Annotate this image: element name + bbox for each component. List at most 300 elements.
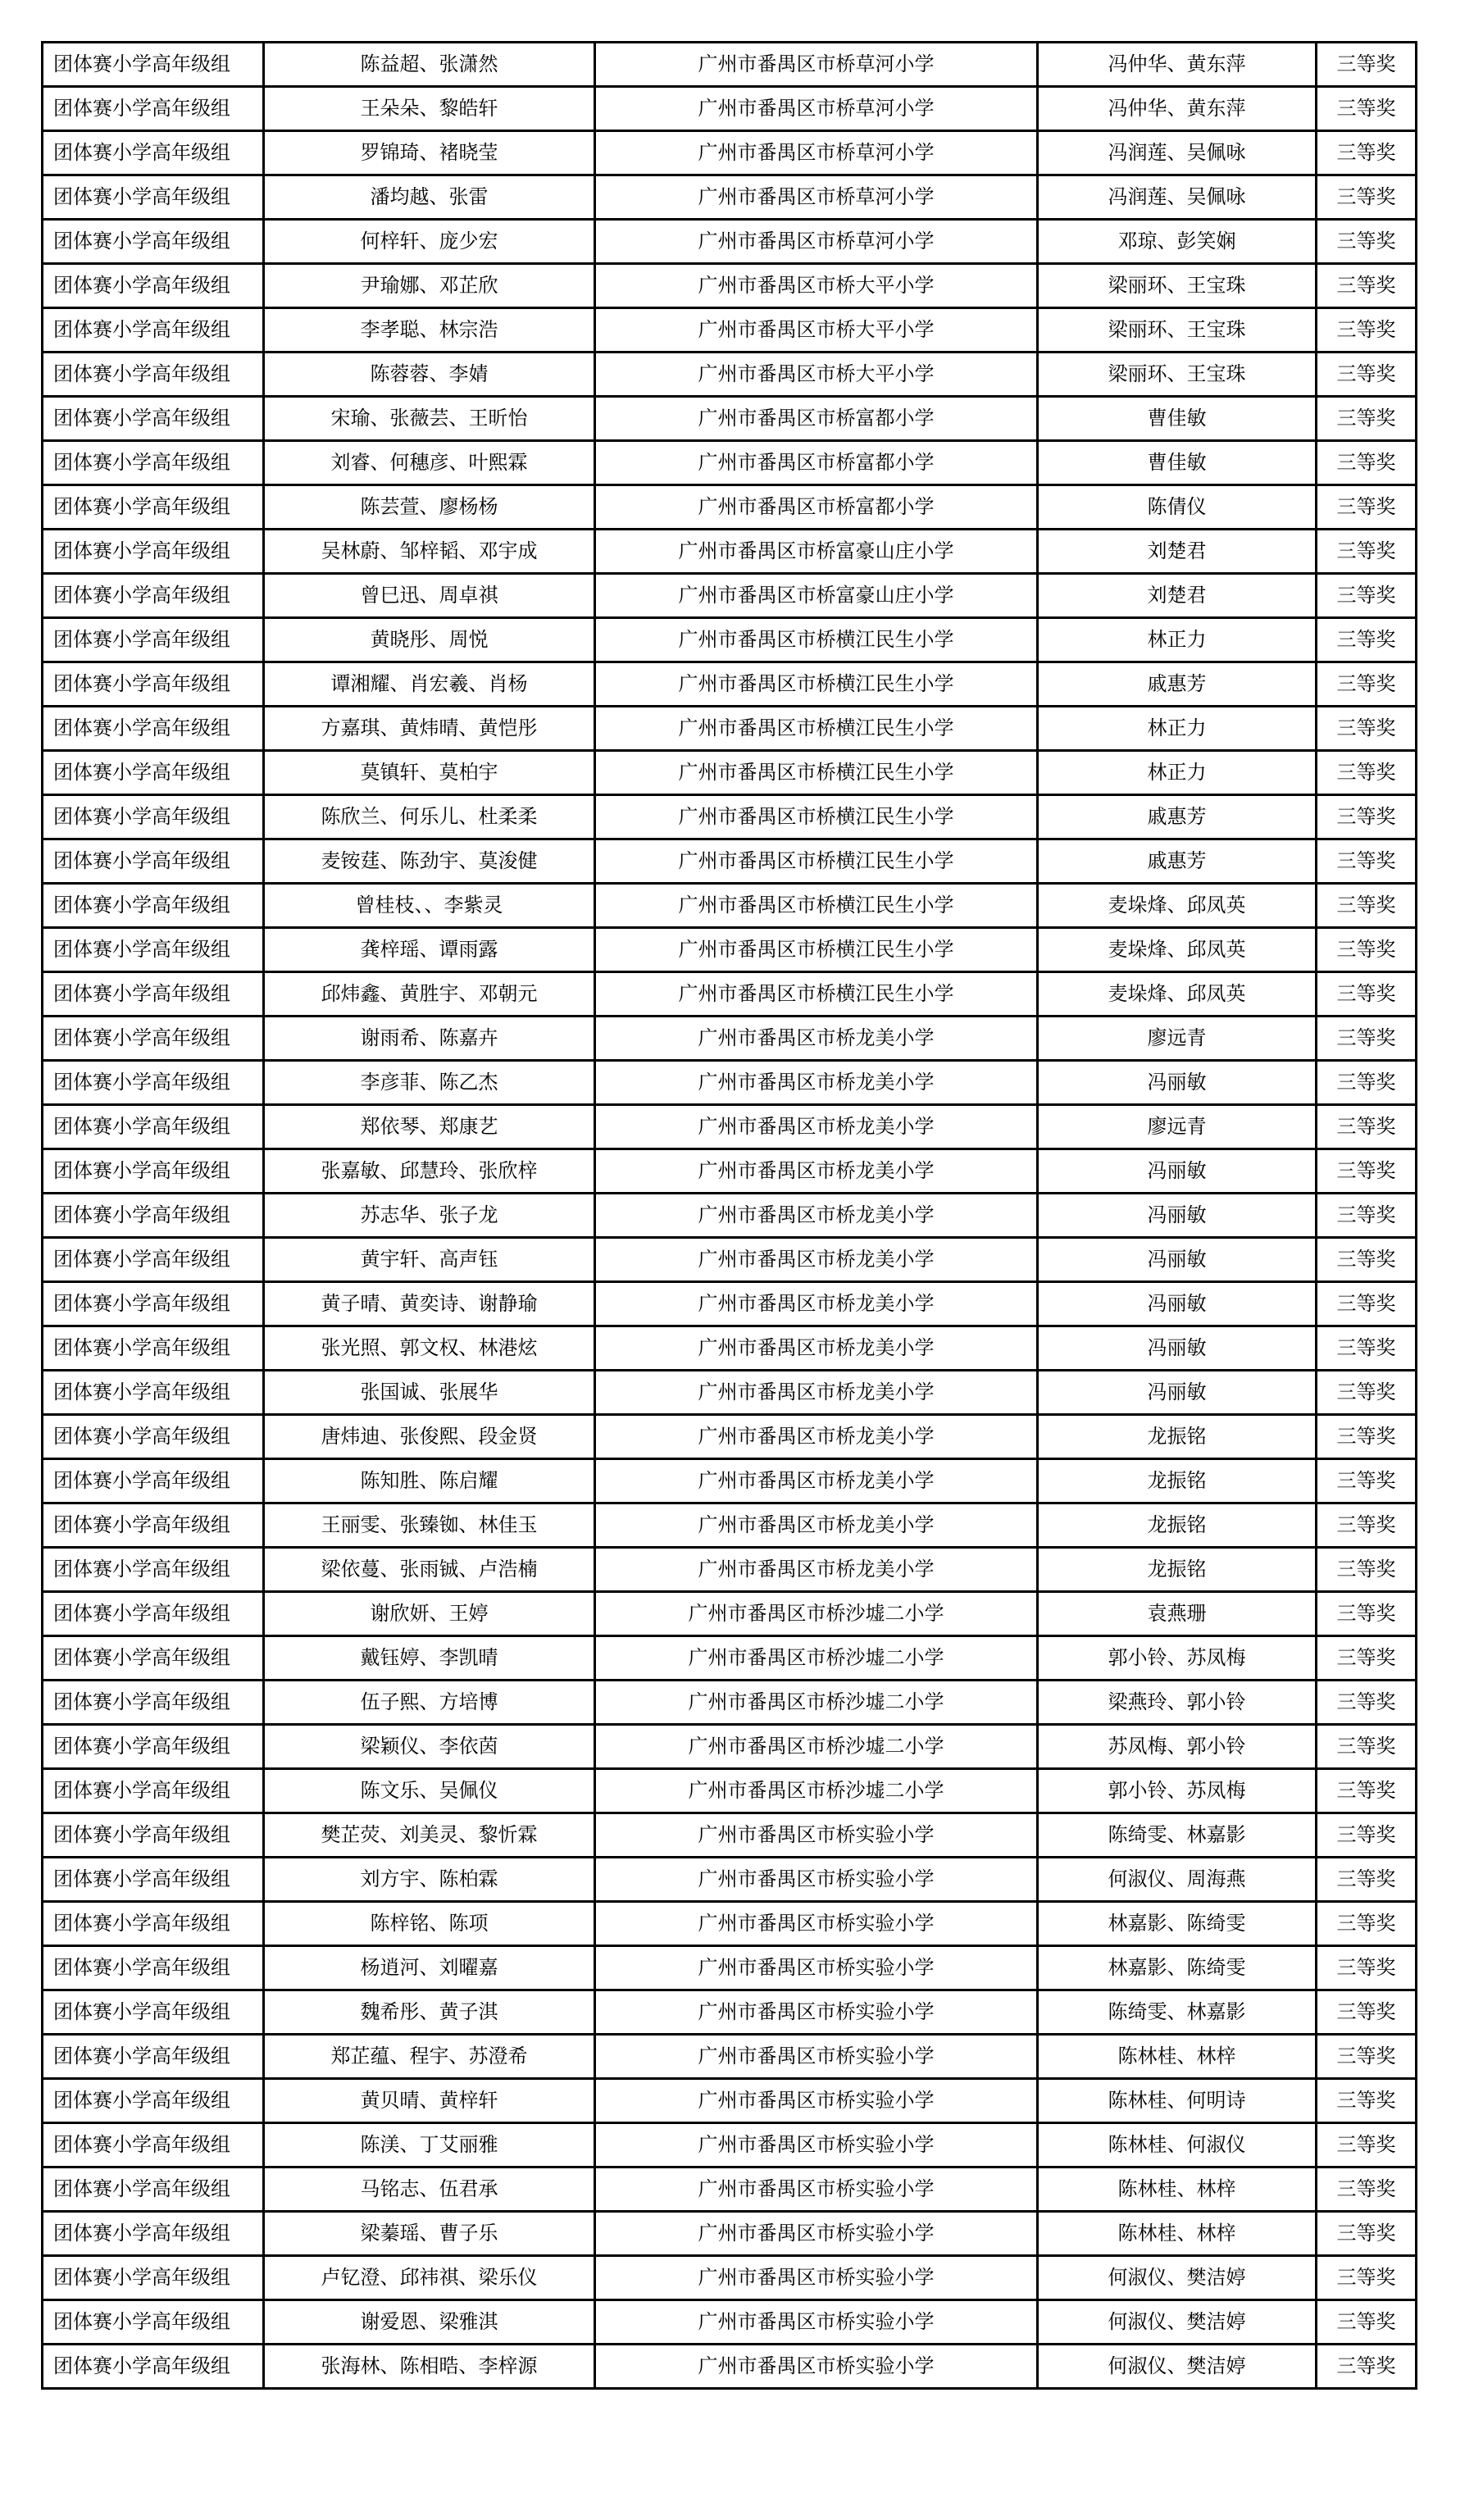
school-cell: 广州市番禺区市桥横江民生小学 bbox=[595, 662, 1038, 707]
award-cell: 三等奖 bbox=[1317, 574, 1417, 618]
school-cell: 广州市番禺区市桥实验小学 bbox=[595, 1990, 1038, 2035]
teachers-cell: 戚惠芳 bbox=[1038, 662, 1317, 707]
category-cell: 团体赛小学高年级组 bbox=[43, 1636, 264, 1681]
students-cell: 戴钰婷、李凯晴 bbox=[264, 1636, 595, 1681]
school-cell: 广州市番禺区市桥大平小学 bbox=[595, 308, 1038, 353]
category-cell: 团体赛小学高年级组 bbox=[43, 1371, 264, 1415]
teachers-cell: 刘楚君 bbox=[1038, 530, 1317, 574]
table-row bbox=[43, 220, 1417, 264]
category-cell: 团体赛小学高年级组 bbox=[43, 1017, 264, 1061]
award-cell: 三等奖 bbox=[1317, 353, 1417, 397]
award-cell: 三等奖 bbox=[1317, 308, 1417, 353]
table-row bbox=[43, 1149, 1417, 1194]
teachers-cell: 袁燕珊 bbox=[1038, 1592, 1317, 1636]
category-cell: 团体赛小学高年级组 bbox=[43, 1902, 264, 1946]
school-cell: 广州市番禺区市桥沙墟二小学 bbox=[595, 1636, 1038, 1681]
category-cell: 团体赛小学高年级组 bbox=[43, 884, 264, 928]
award-list-body bbox=[43, 43, 1417, 2389]
teachers-cell: 梁丽环、王宝珠 bbox=[1038, 308, 1317, 353]
school-cell: 广州市番禺区市桥横江民生小学 bbox=[595, 707, 1038, 751]
school-cell: 广州市番禺区市桥实验小学 bbox=[595, 2123, 1038, 2167]
teachers-cell: 戚惠芳 bbox=[1038, 839, 1317, 884]
award-cell: 三等奖 bbox=[1317, 751, 1417, 795]
category-cell: 团体赛小学高年级组 bbox=[43, 1149, 264, 1194]
table-row bbox=[43, 264, 1417, 308]
table-row bbox=[43, 1105, 1417, 1149]
students-cell: 梁依蔓、张雨铖、卢浩楠 bbox=[264, 1548, 595, 1592]
teachers-cell: 郭小铃、苏凤梅 bbox=[1038, 1636, 1317, 1681]
teachers-cell: 龙振铭 bbox=[1038, 1415, 1317, 1459]
school-cell: 广州市番禺区市桥富豪山庄小学 bbox=[595, 574, 1038, 618]
teachers-cell: 陈林桂、林梓 bbox=[1038, 2167, 1317, 2212]
students-cell: 梁颖仪、李依茵 bbox=[264, 1725, 595, 1769]
students-cell: 谢欣妍、王婷 bbox=[264, 1592, 595, 1636]
category-cell: 团体赛小学高年级组 bbox=[43, 707, 264, 751]
school-cell: 广州市番禺区市桥龙美小学 bbox=[595, 1238, 1038, 1282]
category-cell: 团体赛小学高年级组 bbox=[43, 618, 264, 662]
award-cell: 三等奖 bbox=[1317, 87, 1417, 131]
table-row bbox=[43, 43, 1417, 87]
students-cell: 唐炜迪、张俊熙、段金贤 bbox=[264, 1415, 595, 1459]
students-cell: 谭湘耀、肖宏羲、肖杨 bbox=[264, 662, 595, 707]
students-cell: 罗锦琦、褚晓莹 bbox=[264, 131, 595, 175]
school-cell: 广州市番禺区市桥实验小学 bbox=[595, 2035, 1038, 2079]
teachers-cell: 冯丽敏 bbox=[1038, 1371, 1317, 1415]
award-cell: 三等奖 bbox=[1317, 707, 1417, 751]
table-row bbox=[43, 87, 1417, 131]
students-cell: 谢爱恩、梁雅淇 bbox=[264, 2300, 595, 2345]
award-cell: 三等奖 bbox=[1317, 1946, 1417, 1990]
award-cell: 三等奖 bbox=[1317, 1238, 1417, 1282]
table-row bbox=[43, 1592, 1417, 1636]
students-cell: 李彦菲、陈乙杰 bbox=[264, 1061, 595, 1105]
category-cell: 团体赛小学高年级组 bbox=[43, 131, 264, 175]
students-cell: 苏志华、张子龙 bbox=[264, 1194, 595, 1238]
students-cell: 杨逍河、刘曜嘉 bbox=[264, 1946, 595, 1990]
award-cell: 三等奖 bbox=[1317, 2035, 1417, 2079]
table-row bbox=[43, 2079, 1417, 2123]
category-cell: 团体赛小学高年级组 bbox=[43, 2035, 264, 2079]
teachers-cell: 冯丽敏 bbox=[1038, 1194, 1317, 1238]
students-cell: 潘均越、张雷 bbox=[264, 175, 595, 220]
category-cell: 团体赛小学高年级组 bbox=[43, 1548, 264, 1592]
students-cell: 陈梓铭、陈项 bbox=[264, 1902, 595, 1946]
students-cell: 黄宇轩、高声钰 bbox=[264, 1238, 595, 1282]
table-row bbox=[43, 839, 1417, 884]
school-cell: 广州市番禺区市桥实验小学 bbox=[595, 1946, 1038, 1990]
category-cell: 团体赛小学高年级组 bbox=[43, 1592, 264, 1636]
award-cell: 三等奖 bbox=[1317, 1858, 1417, 1902]
school-cell: 广州市番禺区市桥横江民生小学 bbox=[595, 618, 1038, 662]
school-cell: 广州市番禺区市桥沙墟二小学 bbox=[595, 1592, 1038, 1636]
school-cell: 广州市番禺区市桥富都小学 bbox=[595, 397, 1038, 441]
category-cell: 团体赛小学高年级组 bbox=[43, 2212, 264, 2256]
teachers-cell: 冯丽敏 bbox=[1038, 1326, 1317, 1371]
category-cell: 团体赛小学高年级组 bbox=[43, 2123, 264, 2167]
school-cell: 广州市番禺区市桥实验小学 bbox=[595, 2345, 1038, 2389]
students-cell: 陈渼、丁艾丽雅 bbox=[264, 2123, 595, 2167]
table-row bbox=[43, 1769, 1417, 1813]
table-row bbox=[43, 1061, 1417, 1105]
award-cell: 三等奖 bbox=[1317, 530, 1417, 574]
teachers-cell: 曹佳敏 bbox=[1038, 441, 1317, 485]
school-cell: 广州市番禺区市桥实验小学 bbox=[595, 2256, 1038, 2300]
table-row bbox=[43, 1946, 1417, 1990]
students-cell: 邱炜鑫、黄胜宇、邓朝元 bbox=[264, 972, 595, 1017]
award-cell: 三等奖 bbox=[1317, 175, 1417, 220]
table-row bbox=[43, 618, 1417, 662]
school-cell: 广州市番禺区市桥实验小学 bbox=[595, 2167, 1038, 2212]
students-cell: 樊芷荧、刘美灵、黎忻霖 bbox=[264, 1813, 595, 1858]
students-cell: 黄贝晴、黄梓轩 bbox=[264, 2079, 595, 2123]
school-cell: 广州市番禺区市桥横江民生小学 bbox=[595, 928, 1038, 972]
students-cell: 马铭志、伍君承 bbox=[264, 2167, 595, 2212]
table-row bbox=[43, 574, 1417, 618]
students-cell: 黄晓彤、周悦 bbox=[264, 618, 595, 662]
teachers-cell: 麦垛烽、邱凤英 bbox=[1038, 884, 1317, 928]
teachers-cell: 苏凤梅、郭小铃 bbox=[1038, 1725, 1317, 1769]
award-cell: 三等奖 bbox=[1317, 1592, 1417, 1636]
award-cell: 三等奖 bbox=[1317, 1503, 1417, 1548]
category-cell: 团体赛小学高年级组 bbox=[43, 2167, 264, 2212]
school-cell: 广州市番禺区市桥沙墟二小学 bbox=[595, 1681, 1038, 1725]
award-cell: 三等奖 bbox=[1317, 1282, 1417, 1326]
table-row bbox=[43, 1282, 1417, 1326]
table-row bbox=[43, 1194, 1417, 1238]
teachers-cell: 林正力 bbox=[1038, 707, 1317, 751]
school-cell: 广州市番禺区市桥龙美小学 bbox=[595, 1503, 1038, 1548]
students-cell: 张嘉敏、邱慧玲、张欣梓 bbox=[264, 1149, 595, 1194]
students-cell: 李孝聪、林宗浩 bbox=[264, 308, 595, 353]
teachers-cell: 龙振铭 bbox=[1038, 1459, 1317, 1503]
table-row bbox=[43, 530, 1417, 574]
students-cell: 刘方宇、陈柏霖 bbox=[264, 1858, 595, 1902]
category-cell: 团体赛小学高年级组 bbox=[43, 1858, 264, 1902]
school-cell: 广州市番禺区市桥龙美小学 bbox=[595, 1105, 1038, 1149]
category-cell: 团体赛小学高年级组 bbox=[43, 1105, 264, 1149]
table-row bbox=[43, 1725, 1417, 1769]
category-cell: 团体赛小学高年级组 bbox=[43, 1813, 264, 1858]
table-row bbox=[43, 485, 1417, 530]
table-row bbox=[43, 795, 1417, 839]
table-row bbox=[43, 1326, 1417, 1371]
category-cell: 团体赛小学高年级组 bbox=[43, 264, 264, 308]
table-row bbox=[43, 1017, 1417, 1061]
award-cell: 三等奖 bbox=[1317, 397, 1417, 441]
category-cell: 团体赛小学高年级组 bbox=[43, 175, 264, 220]
students-cell: 尹瑜娜、邓芷欣 bbox=[264, 264, 595, 308]
students-cell: 王朵朵、黎皓轩 bbox=[264, 87, 595, 131]
teachers-cell: 冯润莲、吴佩咏 bbox=[1038, 131, 1317, 175]
students-cell: 郑芷蕴、程宇、苏澄希 bbox=[264, 2035, 595, 2079]
school-cell: 广州市番禺区市桥实验小学 bbox=[595, 1858, 1038, 1902]
teachers-cell: 林嘉影、陈绮雯 bbox=[1038, 1946, 1317, 1990]
school-cell: 广州市番禺区市桥实验小学 bbox=[595, 2300, 1038, 2345]
school-cell: 广州市番禺区市桥龙美小学 bbox=[595, 1371, 1038, 1415]
teachers-cell: 龙振铭 bbox=[1038, 1548, 1317, 1592]
award-cell: 三等奖 bbox=[1317, 264, 1417, 308]
students-cell: 陈文乐、吴佩仪 bbox=[264, 1769, 595, 1813]
table-row bbox=[43, 2123, 1417, 2167]
teachers-cell: 陈林桂、何淑仪 bbox=[1038, 2123, 1317, 2167]
award-list-table bbox=[41, 41, 1417, 2390]
students-cell: 陈知胜、陈启耀 bbox=[264, 1459, 595, 1503]
teachers-cell: 冯润莲、吴佩咏 bbox=[1038, 175, 1317, 220]
teachers-cell: 龙振铭 bbox=[1038, 1503, 1317, 1548]
teachers-cell: 冯仲华、黄东萍 bbox=[1038, 43, 1317, 87]
students-cell: 刘睿、何穗彦、叶熙霖 bbox=[264, 441, 595, 485]
table-row bbox=[43, 972, 1417, 1017]
category-cell: 团体赛小学高年级组 bbox=[43, 1769, 264, 1813]
students-cell: 郑依琴、郑康艺 bbox=[264, 1105, 595, 1149]
teachers-cell: 陈绮雯、林嘉影 bbox=[1038, 1990, 1317, 2035]
teachers-cell: 邓琼、彭笑娴 bbox=[1038, 220, 1317, 264]
award-cell: 三等奖 bbox=[1317, 2256, 1417, 2300]
teachers-cell: 何淑仪、樊洁婷 bbox=[1038, 2256, 1317, 2300]
students-cell: 陈蓉蓉、李婧 bbox=[264, 353, 595, 397]
students-cell: 陈欣兰、何乐儿、杜柔柔 bbox=[264, 795, 595, 839]
award-cell: 三等奖 bbox=[1317, 2167, 1417, 2212]
category-cell: 团体赛小学高年级组 bbox=[43, 1061, 264, 1105]
award-cell: 三等奖 bbox=[1317, 220, 1417, 264]
award-cell: 三等奖 bbox=[1317, 1902, 1417, 1946]
table-row bbox=[43, 707, 1417, 751]
award-cell: 三等奖 bbox=[1317, 662, 1417, 707]
students-cell: 宋瑜、张薇芸、王昕怡 bbox=[264, 397, 595, 441]
award-cell: 三等奖 bbox=[1317, 1105, 1417, 1149]
school-cell: 广州市番禺区市桥龙美小学 bbox=[595, 1149, 1038, 1194]
category-cell: 团体赛小学高年级组 bbox=[43, 1238, 264, 1282]
teachers-cell: 曹佳敏 bbox=[1038, 397, 1317, 441]
award-cell: 三等奖 bbox=[1317, 1548, 1417, 1592]
school-cell: 广州市番禺区市桥横江民生小学 bbox=[595, 795, 1038, 839]
students-cell: 何梓轩、庞少宏 bbox=[264, 220, 595, 264]
award-cell: 三等奖 bbox=[1317, 1149, 1417, 1194]
school-cell: 广州市番禺区市桥龙美小学 bbox=[595, 1194, 1038, 1238]
category-cell: 团体赛小学高年级组 bbox=[43, 87, 264, 131]
table-row bbox=[43, 1636, 1417, 1681]
table-row bbox=[43, 2345, 1417, 2389]
school-cell: 广州市番禺区市桥实验小学 bbox=[595, 1902, 1038, 1946]
school-cell: 广州市番禺区市桥龙美小学 bbox=[595, 1017, 1038, 1061]
teachers-cell: 廖远青 bbox=[1038, 1017, 1317, 1061]
school-cell: 广州市番禺区市桥横江民生小学 bbox=[595, 751, 1038, 795]
teachers-cell: 陈林桂、林梓 bbox=[1038, 2212, 1317, 2256]
category-cell: 团体赛小学高年级组 bbox=[43, 2079, 264, 2123]
table-row bbox=[43, 2035, 1417, 2079]
school-cell: 广州市番禺区市桥沙墟二小学 bbox=[595, 1725, 1038, 1769]
table-row bbox=[43, 1902, 1417, 1946]
category-cell: 团体赛小学高年级组 bbox=[43, 795, 264, 839]
category-cell: 团体赛小学高年级组 bbox=[43, 1681, 264, 1725]
table-row bbox=[43, 928, 1417, 972]
school-cell: 广州市番禺区市桥草河小学 bbox=[595, 87, 1038, 131]
category-cell: 团体赛小学高年级组 bbox=[43, 485, 264, 530]
award-cell: 三等奖 bbox=[1317, 839, 1417, 884]
school-cell: 广州市番禺区市桥草河小学 bbox=[595, 131, 1038, 175]
table-row bbox=[43, 1990, 1417, 2035]
teachers-cell: 何淑仪、樊洁婷 bbox=[1038, 2345, 1317, 2389]
category-cell: 团体赛小学高年级组 bbox=[43, 574, 264, 618]
category-cell: 团体赛小学高年级组 bbox=[43, 220, 264, 264]
table-row bbox=[43, 2300, 1417, 2345]
award-cell: 三等奖 bbox=[1317, 1769, 1417, 1813]
award-cell: 三等奖 bbox=[1317, 1415, 1417, 1459]
school-cell: 广州市番禺区市桥沙墟二小学 bbox=[595, 1769, 1038, 1813]
table-row bbox=[43, 1813, 1417, 1858]
teachers-cell: 林正力 bbox=[1038, 751, 1317, 795]
category-cell: 团体赛小学高年级组 bbox=[43, 1459, 264, 1503]
school-cell: 广州市番禺区市桥龙美小学 bbox=[595, 1548, 1038, 1592]
award-cell: 三等奖 bbox=[1317, 1813, 1417, 1858]
category-cell: 团体赛小学高年级组 bbox=[43, 1503, 264, 1548]
teachers-cell: 麦垛烽、邱凤英 bbox=[1038, 972, 1317, 1017]
table-row bbox=[43, 2256, 1417, 2300]
school-cell: 广州市番禺区市桥龙美小学 bbox=[595, 1282, 1038, 1326]
category-cell: 团体赛小学高年级组 bbox=[43, 353, 264, 397]
award-cell: 三等奖 bbox=[1317, 1725, 1417, 1769]
award-cell: 三等奖 bbox=[1317, 1194, 1417, 1238]
teachers-cell: 陈倩仪 bbox=[1038, 485, 1317, 530]
award-cell: 三等奖 bbox=[1317, 884, 1417, 928]
teachers-cell: 陈林桂、何明诗 bbox=[1038, 2079, 1317, 2123]
award-cell: 三等奖 bbox=[1317, 2345, 1417, 2389]
table-row bbox=[43, 308, 1417, 353]
school-cell: 广州市番禺区市桥横江民生小学 bbox=[595, 839, 1038, 884]
school-cell: 广州市番禺区市桥横江民生小学 bbox=[595, 972, 1038, 1017]
table-row bbox=[43, 751, 1417, 795]
school-cell: 广州市番禺区市桥龙美小学 bbox=[595, 1459, 1038, 1503]
category-cell: 团体赛小学高年级组 bbox=[43, 1194, 264, 1238]
students-cell: 陈益超、张潇然 bbox=[264, 43, 595, 87]
teachers-cell: 戚惠芳 bbox=[1038, 795, 1317, 839]
students-cell: 张光照、郭文权、林港炫 bbox=[264, 1326, 595, 1371]
table-row bbox=[43, 884, 1417, 928]
category-cell: 团体赛小学高年级组 bbox=[43, 2300, 264, 2345]
table-row bbox=[43, 131, 1417, 175]
category-cell: 团体赛小学高年级组 bbox=[43, 43, 264, 87]
students-cell: 麦铵莛、陈劲宇、莫浚健 bbox=[264, 839, 595, 884]
teachers-cell: 冯丽敏 bbox=[1038, 1061, 1317, 1105]
table-row bbox=[43, 1503, 1417, 1548]
teachers-cell: 冯丽敏 bbox=[1038, 1282, 1317, 1326]
school-cell: 广州市番禺区市桥龙美小学 bbox=[595, 1326, 1038, 1371]
school-cell: 广州市番禺区市桥草河小学 bbox=[595, 175, 1038, 220]
teachers-cell: 何淑仪、樊洁婷 bbox=[1038, 2300, 1317, 2345]
teachers-cell: 林正力 bbox=[1038, 618, 1317, 662]
award-cell: 三等奖 bbox=[1317, 2300, 1417, 2345]
category-cell: 团体赛小学高年级组 bbox=[43, 1415, 264, 1459]
category-cell: 团体赛小学高年级组 bbox=[43, 308, 264, 353]
teachers-cell: 冯仲华、黄东萍 bbox=[1038, 87, 1317, 131]
school-cell: 广州市番禺区市桥富豪山庄小学 bbox=[595, 530, 1038, 574]
school-cell: 广州市番禺区市桥实验小学 bbox=[595, 1813, 1038, 1858]
students-cell: 莫镇轩、莫柏宇 bbox=[264, 751, 595, 795]
award-cell: 三等奖 bbox=[1317, 972, 1417, 1017]
students-cell: 卢钇澄、邱祎祺、梁乐仪 bbox=[264, 2256, 595, 2300]
teachers-cell: 陈绮雯、林嘉影 bbox=[1038, 1813, 1317, 1858]
award-cell: 三等奖 bbox=[1317, 441, 1417, 485]
students-cell: 曾巳迅、周卓祺 bbox=[264, 574, 595, 618]
category-cell: 团体赛小学高年级组 bbox=[43, 839, 264, 884]
school-cell: 广州市番禺区市桥富都小学 bbox=[595, 485, 1038, 530]
award-cell: 三等奖 bbox=[1317, 1371, 1417, 1415]
teachers-cell: 廖远青 bbox=[1038, 1105, 1317, 1149]
school-cell: 广州市番禺区市桥草河小学 bbox=[595, 43, 1038, 87]
teachers-cell: 林嘉影、陈绮雯 bbox=[1038, 1902, 1317, 1946]
award-cell: 三等奖 bbox=[1317, 43, 1417, 87]
table-row bbox=[43, 353, 1417, 397]
award-cell: 三等奖 bbox=[1317, 2079, 1417, 2123]
table-row bbox=[43, 1548, 1417, 1592]
teachers-cell: 冯丽敏 bbox=[1038, 1149, 1317, 1194]
school-cell: 广州市番禺区市桥实验小学 bbox=[595, 2079, 1038, 2123]
category-cell: 团体赛小学高年级组 bbox=[43, 1725, 264, 1769]
table-row bbox=[43, 1238, 1417, 1282]
table-row bbox=[43, 1858, 1417, 1902]
students-cell: 谢雨希、陈嘉卉 bbox=[264, 1017, 595, 1061]
teachers-cell: 麦垛烽、邱凤英 bbox=[1038, 928, 1317, 972]
table-row bbox=[43, 1459, 1417, 1503]
school-cell: 广州市番禺区市桥富都小学 bbox=[595, 441, 1038, 485]
category-cell: 团体赛小学高年级组 bbox=[43, 1326, 264, 1371]
teachers-cell: 郭小铃、苏凤梅 bbox=[1038, 1769, 1317, 1813]
award-cell: 三等奖 bbox=[1317, 928, 1417, 972]
table-row bbox=[43, 662, 1417, 707]
category-cell: 团体赛小学高年级组 bbox=[43, 397, 264, 441]
students-cell: 张海林、陈相晧、李梓源 bbox=[264, 2345, 595, 2389]
school-cell: 广州市番禺区市桥大平小学 bbox=[595, 264, 1038, 308]
students-cell: 方嘉琪、黄炜晴、黄恺彤 bbox=[264, 707, 595, 751]
students-cell: 龚梓瑶、谭雨露 bbox=[264, 928, 595, 972]
table-row bbox=[43, 441, 1417, 485]
students-cell: 张国诚、张展华 bbox=[264, 1371, 595, 1415]
school-cell: 广州市番禺区市桥草河小学 bbox=[595, 220, 1038, 264]
table-row bbox=[43, 397, 1417, 441]
school-cell: 广州市番禺区市桥实验小学 bbox=[595, 2212, 1038, 2256]
award-cell: 三等奖 bbox=[1317, 795, 1417, 839]
school-cell: 广州市番禺区市桥龙美小学 bbox=[595, 1061, 1038, 1105]
students-cell: 陈芸萱、廖杨杨 bbox=[264, 485, 595, 530]
award-cell: 三等奖 bbox=[1317, 1459, 1417, 1503]
category-cell: 团体赛小学高年级组 bbox=[43, 928, 264, 972]
students-cell: 黄子晴、黄奕诗、谢静瑜 bbox=[264, 1282, 595, 1326]
table-row bbox=[43, 2212, 1417, 2256]
award-cell: 三等奖 bbox=[1317, 485, 1417, 530]
award-cell: 三等奖 bbox=[1317, 1990, 1417, 2035]
category-cell: 团体赛小学高年级组 bbox=[43, 441, 264, 485]
teachers-cell: 刘楚君 bbox=[1038, 574, 1317, 618]
teachers-cell: 梁丽环、王宝珠 bbox=[1038, 264, 1317, 308]
category-cell: 团体赛小学高年级组 bbox=[43, 2345, 264, 2389]
award-cell: 三等奖 bbox=[1317, 1326, 1417, 1371]
students-cell: 曾桂枝、、李紫灵 bbox=[264, 884, 595, 928]
category-cell: 团体赛小学高年级组 bbox=[43, 662, 264, 707]
students-cell: 伍子熙、方培博 bbox=[264, 1681, 595, 1725]
students-cell: 王丽雯、张臻铷、林佳玉 bbox=[264, 1503, 595, 1548]
table-row bbox=[43, 2167, 1417, 2212]
teachers-cell: 冯丽敏 bbox=[1038, 1238, 1317, 1282]
award-cell: 三等奖 bbox=[1317, 131, 1417, 175]
school-cell: 广州市番禺区市桥大平小学 bbox=[595, 353, 1038, 397]
students-cell: 魏希彤、黄子淇 bbox=[264, 1990, 595, 2035]
table-row bbox=[43, 1681, 1417, 1725]
teachers-cell: 梁丽环、王宝珠 bbox=[1038, 353, 1317, 397]
category-cell: 团体赛小学高年级组 bbox=[43, 1990, 264, 2035]
award-cell: 三等奖 bbox=[1317, 618, 1417, 662]
table-row bbox=[43, 175, 1417, 220]
award-cell: 三等奖 bbox=[1317, 2123, 1417, 2167]
